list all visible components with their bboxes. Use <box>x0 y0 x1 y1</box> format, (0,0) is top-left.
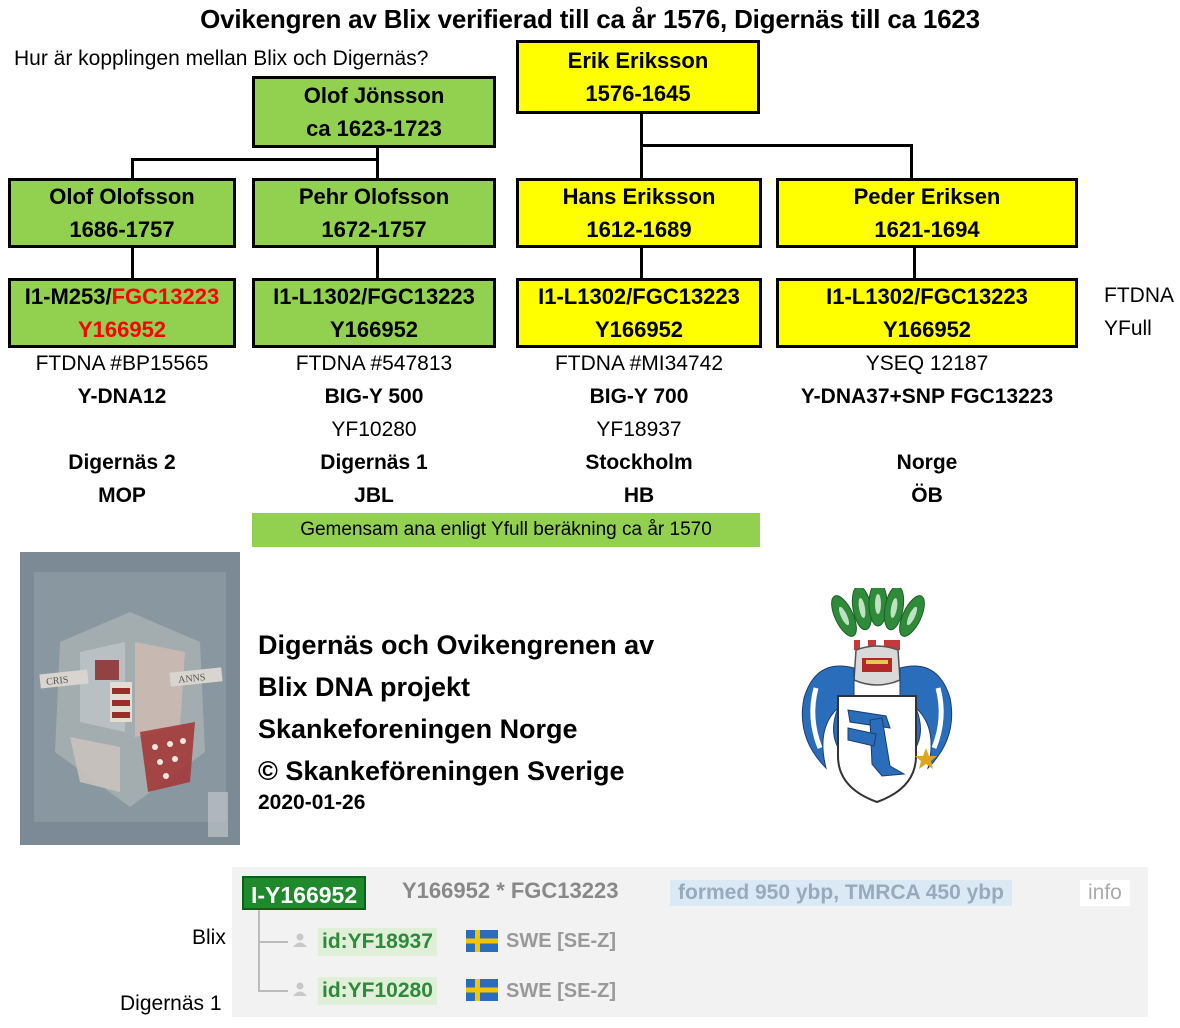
test-type: BIG-Y 700 <box>589 385 689 408</box>
yfull-info-link[interactable]: info <box>1080 880 1130 906</box>
place: Digernäs 2 <box>68 451 176 474</box>
haplogroup-line: I1-L1302/FGC13223 <box>538 284 740 309</box>
sweden-flag-icon <box>466 979 498 1001</box>
yfull-kit-country: SWE [SE-Z] <box>506 980 616 1002</box>
initials: JBL <box>354 484 394 507</box>
yfull-kit-label-2: Digernäs 1 <box>120 992 222 1015</box>
common-ancestor-note: Gemensam ana enligt Yfull beräkning ca år 1570 <box>252 513 760 547</box>
person-years: 1672-1757 <box>321 217 427 242</box>
haplogroup-line <box>11 280 233 313</box>
person-name: Olof Olofsson <box>49 184 195 209</box>
person-years: 1612-1689 <box>586 217 692 242</box>
sweden-flag-icon <box>466 930 498 952</box>
yf-id <box>0 413 244 446</box>
connector-olof-right-drop <box>376 158 379 179</box>
initials: MOP <box>98 484 146 507</box>
connector-olof-branch <box>131 158 379 161</box>
kit-number: FTDNA #547813 <box>295 352 453 375</box>
yf-id: YF10280 <box>331 418 417 441</box>
connector-erik-right-drop <box>910 144 913 179</box>
connector-olof-left-drop <box>131 158 134 179</box>
yfull-haplogroup-tag[interactable]: I-Y166952 <box>242 876 366 910</box>
yfull-kit-label-1: Blix <box>192 926 226 949</box>
person-years: 1686-1757 <box>69 217 175 242</box>
person-name: Pehr Olofsson <box>298 184 450 209</box>
yf-id: YF18937 <box>596 418 682 441</box>
person-name: Erik Eriksson <box>567 48 709 73</box>
project-line-4: © Skankeföreningen Sverige <box>258 756 625 786</box>
initials: HB <box>623 484 655 507</box>
painting-label-left: CRIS <box>45 674 69 688</box>
yfull-kit-id[interactable]: id:YF10280 <box>318 977 437 1005</box>
haplogroup-box-col3 <box>516 278 762 348</box>
test-type: BIG-Y 500 <box>324 385 424 408</box>
user-icon <box>292 932 308 948</box>
haplogroup-yfull: Y166952 <box>882 317 972 342</box>
project-date: 2020-01-26 <box>258 791 366 814</box>
connector-col1-hap <box>131 246 134 279</box>
haplogroup-prefix: I1-M253/ <box>24 284 112 309</box>
initials: ÖB <box>911 484 943 507</box>
haplogroup-box-col2 <box>252 278 496 348</box>
coat-of-arms-graphic <box>786 588 968 810</box>
kit-number: YSEQ 12187 <box>865 352 989 375</box>
person-box-olof-jonsson <box>252 76 496 148</box>
person-name: Peder Eriksen <box>853 184 1001 209</box>
coat-of-arms-image <box>786 588 968 810</box>
haplogroup-box-col1 <box>8 278 236 348</box>
place: Digernäs 1 <box>320 451 428 474</box>
project-line-2: Blix DNA projekt <box>258 672 471 702</box>
yf-id <box>776 413 1078 446</box>
column-info-3 <box>516 347 762 512</box>
haplogroup-line: I1-L1302/FGC13223 <box>273 284 475 309</box>
yfull-kit-country: SWE [SE-Z] <box>506 930 616 952</box>
test-type: Y-DNA37+SNP FGC13223 <box>800 385 1054 408</box>
yfull-tree-vertical <box>258 910 260 992</box>
side-label-yfull: YFull <box>1104 317 1152 340</box>
person-years: 1576-1645 <box>585 81 691 106</box>
column-info-1 <box>0 347 244 512</box>
project-line-3: Skankeforeningen Norge <box>258 714 578 744</box>
place: Norge <box>896 451 958 474</box>
side-label-ftdna: FTDNA <box>1104 284 1174 307</box>
connector-erik-down <box>640 112 643 146</box>
project-credits <box>258 624 654 792</box>
haplogroup-box-col4 <box>776 278 1078 348</box>
person-name: Hans Eriksson <box>562 184 716 209</box>
haplogroup-yfull: Y166952 <box>329 317 419 342</box>
kit-number: FTDNA #MI34742 <box>554 352 724 375</box>
haplogroup-snp-highlight: FGC13223 <box>111 284 220 309</box>
yfull-kit-id[interactable]: id:YF18937 <box>318 928 437 956</box>
person-box-peder-eriksen <box>776 178 1078 248</box>
connector-col4-hap <box>913 246 916 279</box>
painting-label-right: ANNS <box>177 672 206 686</box>
yfull-tree-branch-1 <box>258 941 288 943</box>
column-info-2 <box>252 347 496 512</box>
person-box-erik-eriksson <box>516 40 760 114</box>
user-icon <box>292 981 308 997</box>
question-text: Hur är kopplingen mellan Blix och Digernäs? <box>14 47 429 70</box>
person-years: ca 1623-1723 <box>306 116 442 141</box>
person-box-hans-eriksson <box>516 178 762 248</box>
yfull-tree-branch-2 <box>258 990 288 992</box>
person-box-pehr-olofsson <box>252 178 496 248</box>
connector-col3-hap <box>640 246 643 279</box>
column-info-4 <box>776 347 1078 512</box>
haplogroup-line: I1-L1302/FGC13223 <box>826 284 1028 309</box>
kit-number: FTDNA #BP15565 <box>35 352 209 375</box>
project-line-1: Digernäs och Ovikengrenen av <box>258 630 655 660</box>
test-type: Y-DNA12 <box>77 385 167 408</box>
wall-painting-image <box>20 552 240 845</box>
person-years: 1621-1694 <box>874 217 980 242</box>
person-box-olof-olofsson <box>8 178 236 248</box>
haplogroup-yfull: Y166952 <box>594 317 684 342</box>
connector-erik-left-drop <box>640 144 643 179</box>
page-title: Ovikengren av Blix verifierad till ca år 1576, Digernäs till ca 1623 <box>200 4 980 34</box>
wall-painting-graphic <box>20 552 240 845</box>
yfull-haplogroup-description: Y166952 * FGC13223 <box>402 878 619 903</box>
yfull-formed-tmrca: formed 950 ybp, TMRCA 450 ybp <box>670 880 1012 906</box>
connector-erik-branch <box>640 144 913 147</box>
haplogroup-yfull: Y166952 <box>77 317 167 342</box>
connector-col2-hap <box>376 246 379 279</box>
person-name: Olof Jönsson <box>303 83 445 108</box>
place: Stockholm <box>585 451 693 474</box>
